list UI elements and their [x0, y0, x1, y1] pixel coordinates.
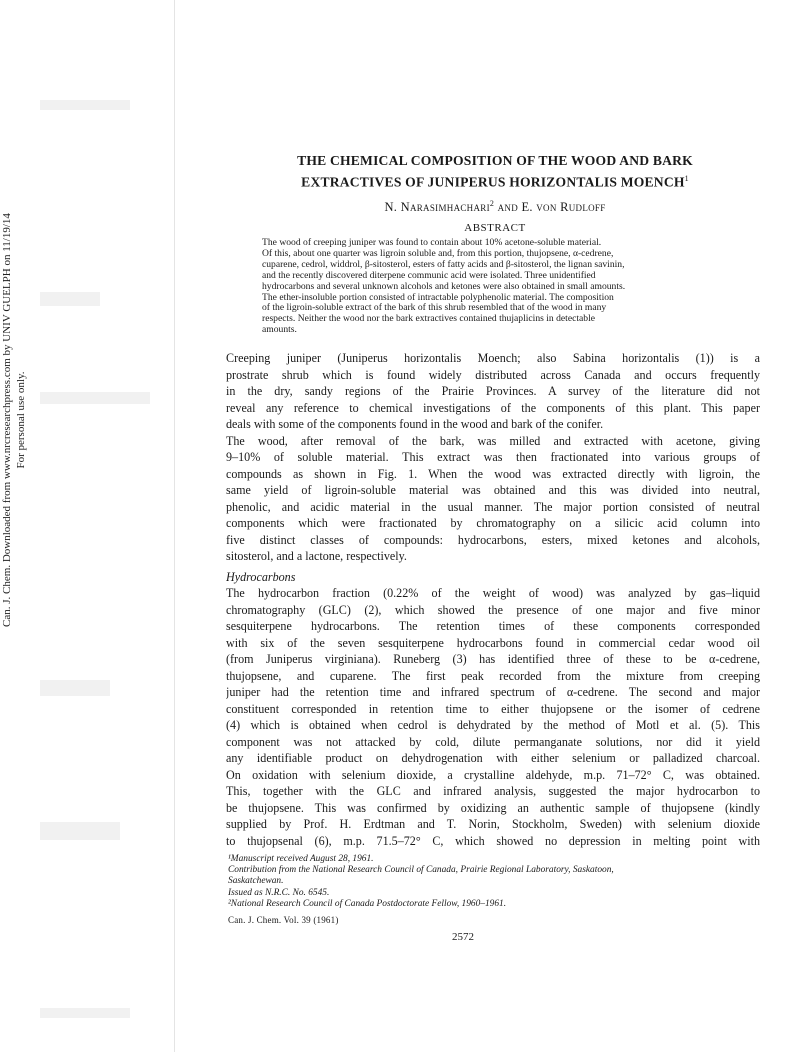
abstract-body [262, 238, 748, 336]
personal-use-notice: For personal use only. [15, 371, 27, 469]
footnote-line: Contribution from the National Research Council of Canada, Prairie Regional Laboratory, Saskatoon, [228, 865, 614, 876]
author-line [222, 199, 768, 215]
body-line: The wood, after removal of the bark, was milled and extracted with acetone, giving [226, 433, 760, 448]
abstract-line: hydrocarbons and several unknown alcohols and ketones were also obtained in small amounts. [262, 281, 626, 292]
body-line: five distinct classes of compounds: hydrocarbons, esters, mixed ketones and alcohols, [226, 532, 760, 547]
body-line: to thujopsenal (6), m.p. 71.5–72° C, which showed no depression in melting point with [226, 833, 760, 848]
body-line: sesquiterpene hydrocarbons. The retention times of these components corresponded [226, 619, 760, 633]
abstract-line: and the recently discovered diterpene communic acid were isolated. Three unidentified [262, 270, 596, 281]
download-notice [0, 180, 44, 660]
author-1-footnote-mark: 2 [489, 199, 495, 208]
footnote-line: Saskatchewan. [228, 876, 284, 887]
body-line: in the dry, sandy regions of the Prairie Provinces. A survey of the literature did not [226, 384, 760, 398]
title-line-1: THE CHEMICAL COMPOSITION OF THE WOOD AND BARK [297, 153, 693, 168]
body-line: same yield of ligroin-soluble material was obtained and this was divided into neutral, [226, 483, 760, 497]
abstract-line: The wood of creeping juniper was found to contain about 10% acetone-soluble material. [262, 238, 602, 248]
abstract-line: amounts. [262, 325, 297, 336]
scan-edge-line [174, 0, 175, 1052]
body-line: reveal any reference to chemical investigations of the components of this plant. This paper [226, 400, 760, 415]
body-line: chromatography (GLC) (2), which showed the presence of one major and five minor [226, 602, 760, 617]
abstract-heading: ABSTRACT [464, 222, 526, 234]
body-line: Creeping juniper (Juniperus horizontalis Moench; also Sabina horizontalis (1)) is a [226, 351, 760, 365]
scan-bleed-mark [40, 822, 120, 840]
abstract-line: respects. Neither the wood nor the bark extractives contained thujaplicins in detectable [262, 314, 595, 325]
download-notice-line: Can. J. Chem. Downloaded from www.nrcresearchpress.com by UNIV GUELPH on 11/19/14 [1, 213, 13, 627]
body-line: any identifiable product on dehydrogenation with either selenium or palladized charcoal. [226, 751, 760, 765]
body-line: deals with some of the components found in the wood and bark of the conifer. [226, 417, 604, 431]
footnote-line: ²National Research Council of Canada Postdoctorate Fellow, 1960–1961. [228, 898, 507, 909]
body-line: thujopsene, and cuparene. The first peak recorded from the mixture from creeping [226, 668, 760, 683]
footnotes [228, 854, 760, 910]
body-line: component was not attacked by cold, dilute permanganate solutions, nor did it yield [226, 734, 760, 749]
author-2: E. von Rudloff [521, 200, 606, 215]
scan-bleed-mark [40, 680, 110, 696]
footnote-line: ¹Manuscript received August 28, 1961. [228, 854, 374, 864]
body-line: This, together with the GLC and infrared analysis, suggested the major hydrocarbon to [226, 784, 760, 798]
title-footnote-mark: 1 [684, 174, 689, 183]
scan-bleed-mark [40, 292, 100, 306]
body-line: constituent corresponded in retention time to either thujopsene or the isomer of cedrene [226, 701, 760, 716]
author-1: N. Narasimhachari [384, 200, 490, 215]
body-line: compounds as shown in Fig. 1. When the wood was extracted directly with ligroin, the [226, 466, 760, 481]
body-line: The hydrocarbon fraction (0.22% of the weight of wood) was analyzed by gas–liquid [226, 586, 760, 600]
body-line: with six of the seven sesquiterpene hydrocarbons found in commercial cedar wood oil [226, 635, 760, 650]
page-number: 2572 [452, 931, 474, 943]
scan-bleed-mark [40, 100, 130, 110]
body-line: 9–10% of soluble material. This extract was then fractionated into various groups of [226, 450, 760, 464]
body-text [226, 350, 760, 849]
body-line: On oxidation with selenium dioxide, a crystalline aldehyde, m.p. 71–72° C, was obtained. [226, 767, 760, 782]
body-line: (4) which is obtained when cedrol is dehydrated by the method of Motl et al. (5). This [226, 718, 760, 732]
scan-bleed-mark [40, 392, 150, 404]
journal-citation: Can. J. Chem. Vol. 39 (1961) [228, 915, 339, 925]
body-line: sitosterol, and a lactone, respectively. [226, 549, 407, 563]
abstract-line: Of this, about one quarter was ligroin soluble and, from this portion, thujopsene, α-cedrene, [262, 248, 614, 259]
body-line: supplied by Prof. H. Erdtman and T. Norin, Stockholm, Sweden) with selenium dioxide [226, 817, 760, 831]
body-line: phenolic, and acidic material in the usual manner. The major portion consisted of neutral [226, 499, 760, 514]
body-line: components which were fractionated by chromatography on a silicic acid column into [226, 516, 760, 530]
body-line: (from Juniperus virginiana). Runeberg (3) has identified three of these to be α-cedrene, [226, 652, 760, 666]
body-line: prostrate shrub which is found widely distributed across Canada and occurs frequently [226, 367, 760, 382]
abstract-line: of the ligroin-soluble extract of the bark of this shrub resembled that of the wood in many [262, 303, 607, 314]
abstract-line: cuparene, cedrol, widdrol, β-sitosterol, esters of fatty acids and β-sitosterol, the lignan savinin, [262, 259, 625, 270]
section-heading-hydrocarbons: Hydrocarbons [226, 569, 296, 584]
scan-bleed-mark [40, 1008, 130, 1018]
body-line: juniper had the retention time and infrared spectrum of α-cedrene. The second and major [226, 685, 760, 699]
footnote-line: Issued as N.R.C. No. 6545. [228, 887, 330, 898]
body-line: be thujopsene. This was confirmed by oxidizing an authentic sample of thujopsene (kindly [226, 800, 760, 815]
title-line-2: EXTRACTIVES OF JUNIPERUS HORIZONTALIS MOENCH$^1$ [301, 174, 689, 190]
author-conjunction: and [497, 200, 519, 215]
abstract-line: The ether-insoluble portion consisted of intractable polyphenolic material. The composition [262, 292, 614, 303]
article-title [222, 152, 768, 192]
